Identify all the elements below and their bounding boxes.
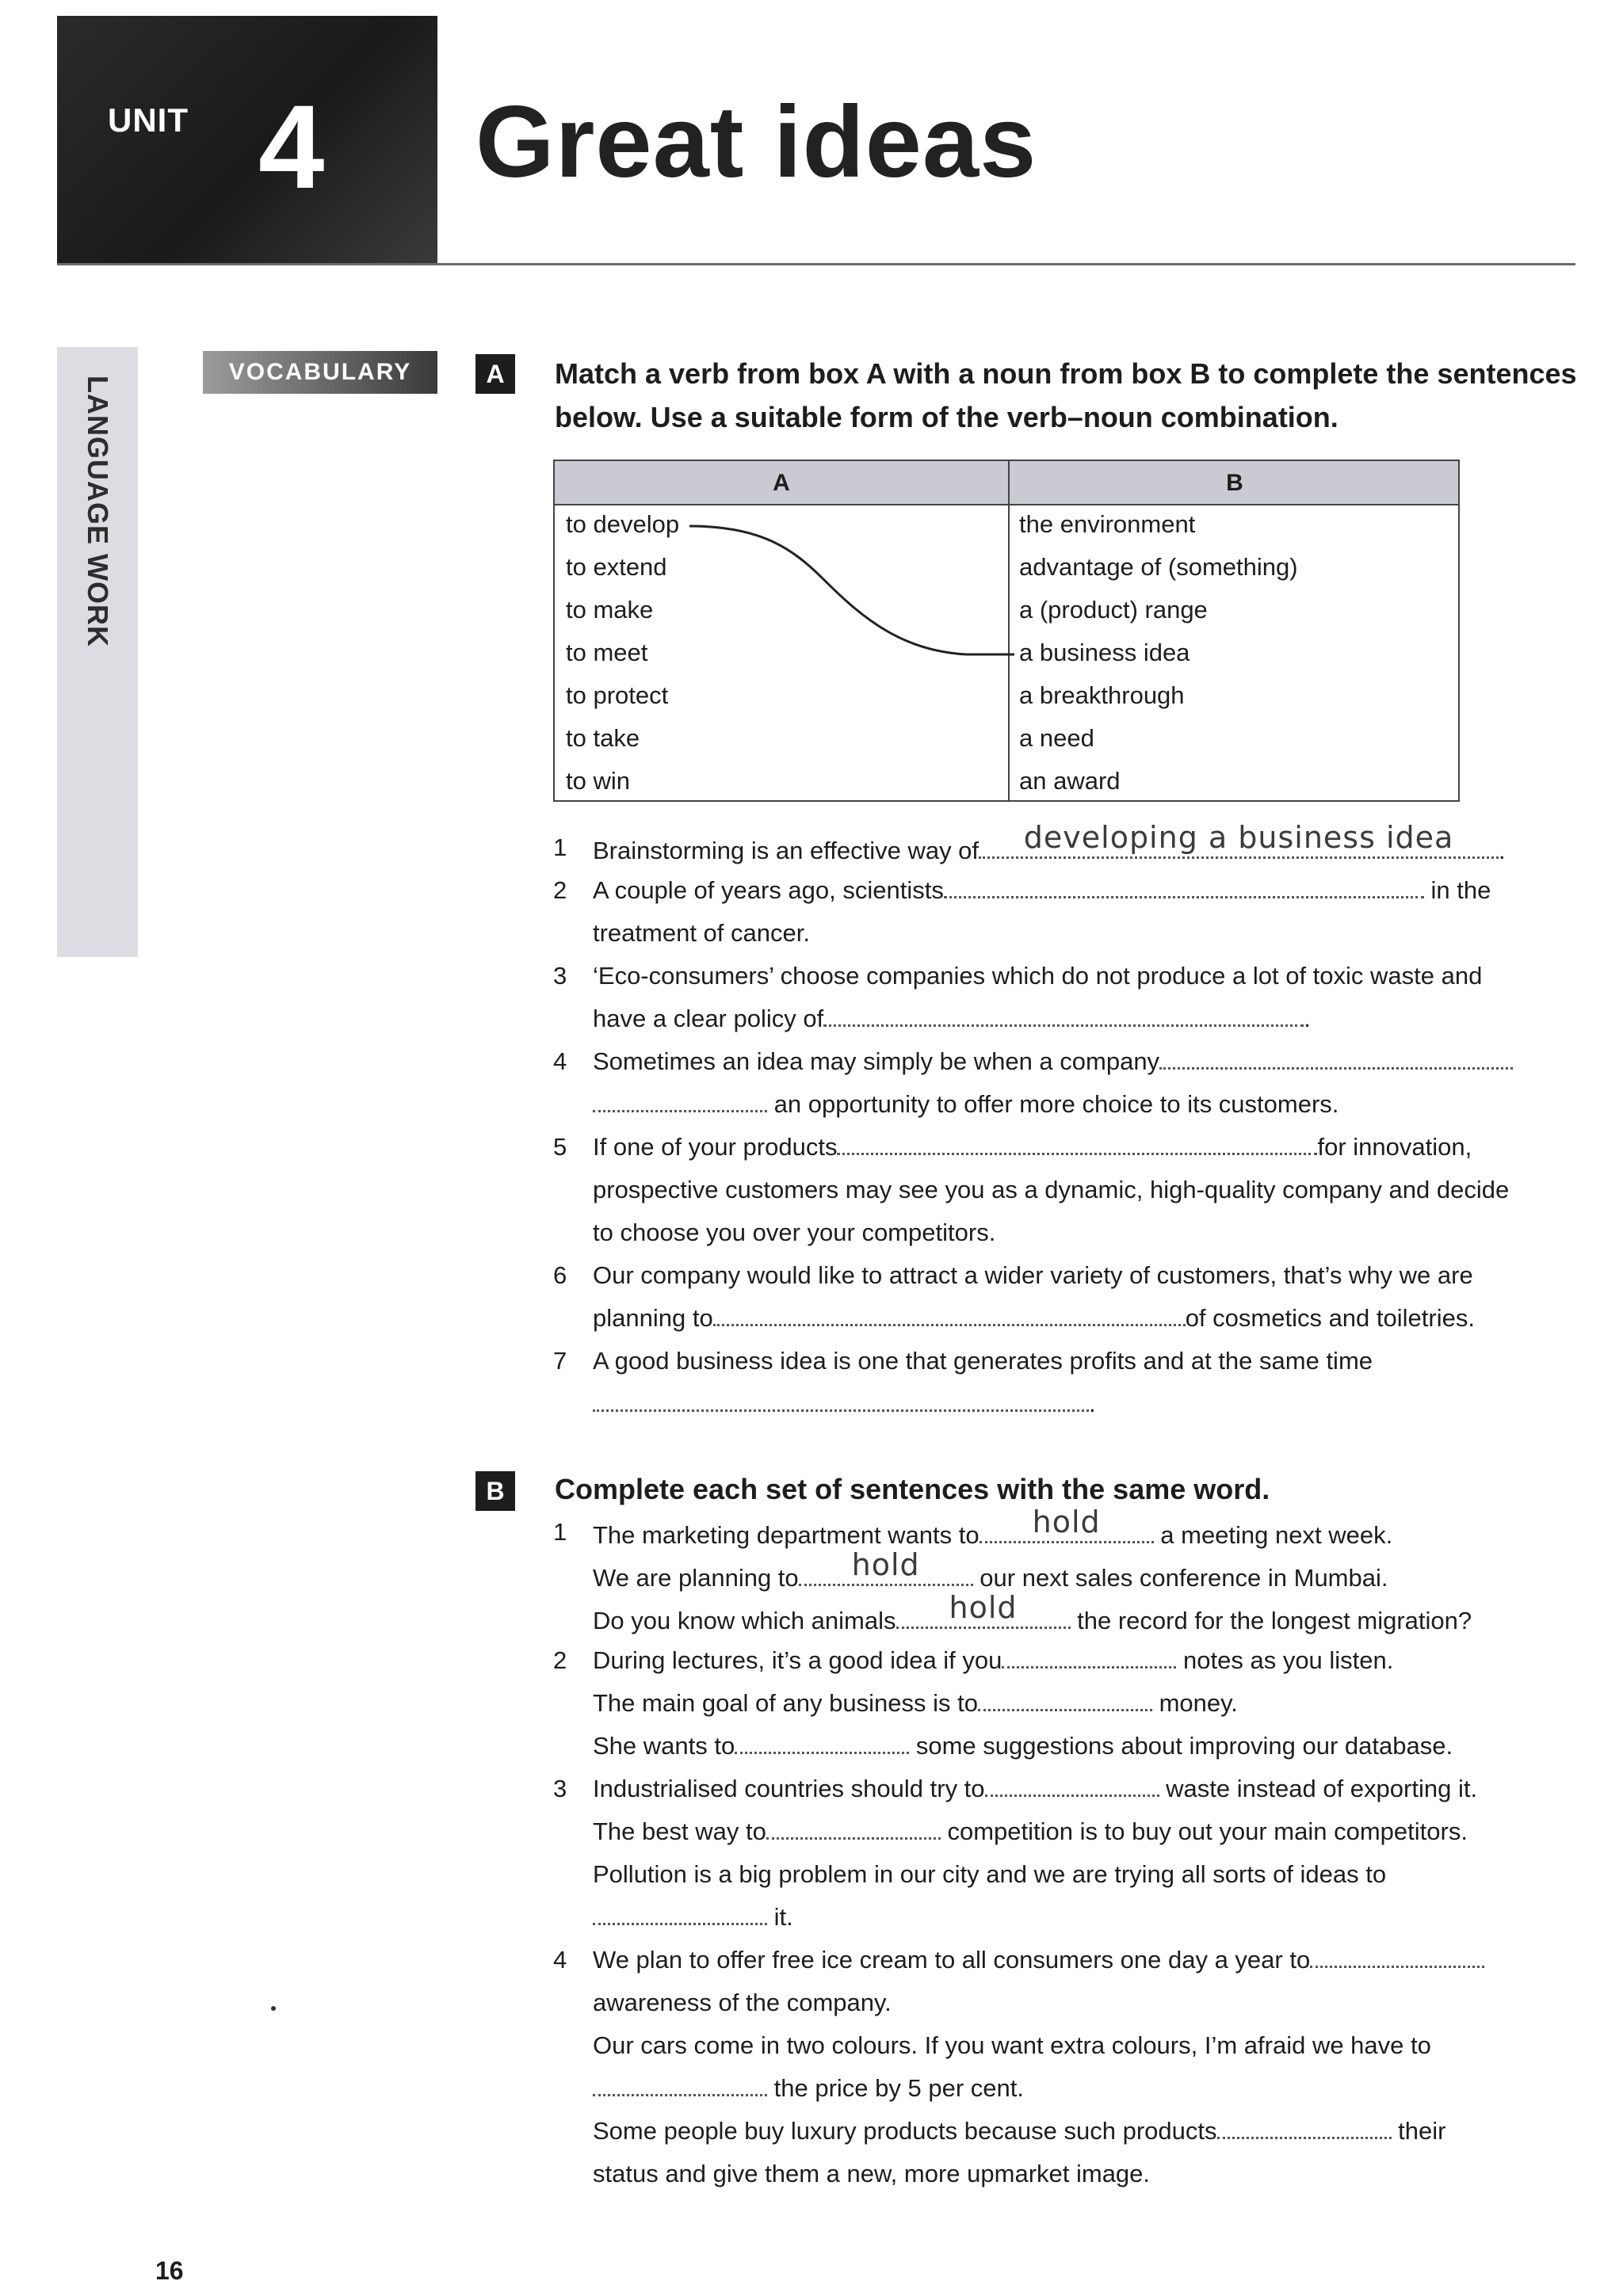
question-number: 1 bbox=[553, 833, 567, 861]
question-number: 2 bbox=[553, 876, 567, 904]
sentence-text: She wants to bbox=[593, 1732, 735, 1760]
answer-blank bbox=[713, 1310, 1186, 1326]
question-text: A couple of years ago, scientists bbox=[593, 876, 944, 904]
answer-blank bbox=[1217, 2123, 1392, 2139]
question-text: . bbox=[1304, 1005, 1311, 1032]
set-3-sentence-3-line2 bbox=[593, 1903, 793, 1932]
question-4 bbox=[593, 1047, 1513, 1076]
answer-blank bbox=[823, 1011, 1304, 1027]
question-text: of cosmetics and toiletries. bbox=[1185, 1304, 1475, 1332]
sentence-text: money. bbox=[1159, 1689, 1238, 1717]
set-number: 1 bbox=[553, 1518, 567, 1546]
question-number: 3 bbox=[553, 962, 567, 990]
handwritten-answer: hold bbox=[949, 1590, 1018, 1625]
question-2-line2: treatment of cancer. bbox=[593, 919, 810, 947]
question-number: 7 bbox=[553, 1347, 567, 1375]
set-3-sentence-3: Pollution is a big problem in our city and we are trying all sorts of ideas to bbox=[593, 1860, 1387, 1888]
verb-item: to develop bbox=[566, 510, 680, 538]
handwritten-answer: developing a business idea bbox=[1023, 820, 1454, 855]
set-number: 3 bbox=[553, 1775, 567, 1802]
question-text: for innovation, bbox=[1317, 1133, 1472, 1161]
set-4-sentence-3-line2: status and give them a new, more upmarket image. bbox=[593, 2160, 1151, 2187]
question-5 bbox=[593, 1133, 1472, 1161]
question-1 bbox=[593, 820, 1506, 865]
question-6-line2 bbox=[593, 1304, 1475, 1333]
question-text: Brainstorming is an effective way of bbox=[593, 837, 980, 864]
page-number: 16 bbox=[155, 2256, 184, 2285]
answer-blank bbox=[799, 1547, 973, 1586]
question-text: If one of your products bbox=[593, 1133, 838, 1161]
sentence-text: Do you know which animals bbox=[593, 1607, 896, 1634]
handwritten-answer: hold bbox=[851, 1547, 920, 1582]
exercise-b-instruction: Complete each set of sentences with the same word. bbox=[555, 1473, 1270, 1505]
set-3-sentence-1 bbox=[593, 1775, 1477, 1803]
box-a-heading: A bbox=[773, 470, 790, 496]
question-7: A good business idea is one that generates profits and at the same time bbox=[593, 1347, 1373, 1375]
unit-label: UNIT bbox=[108, 101, 189, 139]
question-2 bbox=[593, 876, 1491, 905]
sentence-text: the price by 5 per cent. bbox=[773, 2074, 1024, 2102]
set-4-sentence-2-line2 bbox=[593, 2074, 1024, 2103]
question-3-line2 bbox=[593, 1005, 1311, 1033]
print-mark bbox=[271, 2006, 276, 2011]
noun-item: a need bbox=[1019, 724, 1094, 752]
answer-blank bbox=[1002, 1653, 1176, 1669]
set-1-sentence-3 bbox=[593, 1590, 1472, 1635]
sentence-text: The main goal of any business is to bbox=[593, 1689, 978, 1717]
sentence-text: We plan to offer free ice cream to all consumers one day a year to bbox=[593, 1946, 1311, 1974]
question-text: in the bbox=[1430, 876, 1491, 904]
question-7-line2 bbox=[593, 1390, 1096, 1418]
sentence-text: their bbox=[1398, 2117, 1446, 2145]
answer-blank bbox=[593, 2081, 767, 2096]
answer-blank bbox=[896, 1590, 1071, 1629]
question-6: Our company would like to attract a wider variety of customers, that’s why we are bbox=[593, 1261, 1473, 1289]
sentence-text: waste instead of exporting it. bbox=[1166, 1775, 1478, 1802]
set-number: 2 bbox=[553, 1646, 567, 1674]
noun-item: advantage of (something) bbox=[1019, 553, 1298, 581]
verb-item: to extend bbox=[566, 553, 667, 581]
question-text: . bbox=[1089, 1390, 1096, 1417]
question-5-line3: to choose you over your competitors. bbox=[593, 1219, 996, 1246]
question-5-line2: prospective customers may see you as a dynamic, high-quality company and decide bbox=[593, 1176, 1510, 1203]
answer-blank bbox=[978, 1695, 1152, 1711]
sentence-text: The best way to bbox=[593, 1817, 766, 1845]
match-line bbox=[555, 461, 1461, 803]
verb-item: to take bbox=[566, 724, 640, 752]
question-4-line2 bbox=[593, 1090, 1338, 1119]
sentence-text: a meeting next week. bbox=[1160, 1521, 1393, 1549]
noun-item: a business idea bbox=[1019, 639, 1190, 666]
section-badge: VOCABULARY bbox=[203, 351, 437, 394]
sentence-text: Some people buy luxury products because such products bbox=[593, 2117, 1217, 2145]
sentence-text: We are planning to bbox=[593, 1564, 799, 1592]
sentence-text: competition is to buy out your main competitors. bbox=[947, 1817, 1468, 1845]
answer-blank bbox=[980, 1505, 1154, 1543]
sentence-text: notes as you listen. bbox=[1183, 1646, 1394, 1674]
answer-blank bbox=[735, 1738, 909, 1754]
exercise-a-instruction-line2: below. Use a suitable form of the verb–noun combination. bbox=[555, 401, 1338, 433]
answer-blank bbox=[1310, 1952, 1484, 1968]
answer-blank bbox=[593, 1396, 1089, 1412]
noun-item: the environment bbox=[1019, 510, 1196, 538]
verb-item: to make bbox=[566, 596, 654, 624]
answer-blank bbox=[593, 1909, 767, 1925]
set-4-sentence-1 bbox=[593, 1946, 1484, 1974]
answer-blank bbox=[766, 1824, 941, 1840]
question-text: an opportunity to offer more choice to its customers. bbox=[773, 1090, 1339, 1118]
noun-item: a breakthrough bbox=[1019, 681, 1185, 709]
sentence-text: the record for the longest migration? bbox=[1077, 1607, 1472, 1634]
answer-blank bbox=[1159, 1054, 1513, 1070]
answer-blank bbox=[979, 820, 1499, 859]
answer-blank bbox=[985, 1781, 1159, 1797]
set-4-sentence-3 bbox=[593, 2117, 1445, 2145]
question-text: . bbox=[1499, 837, 1506, 864]
answer-blank bbox=[944, 883, 1424, 898]
sentence-text: Industrialised countries should try to bbox=[593, 1775, 985, 1802]
sentence-text: our next sales conference in Mumbai. bbox=[980, 1564, 1388, 1592]
question-text: planning to bbox=[593, 1304, 713, 1332]
answer-blank bbox=[593, 1097, 767, 1112]
set-1-sentence-1 bbox=[593, 1505, 1393, 1550]
sentence-text: it. bbox=[773, 1903, 793, 1931]
set-4-sentence-1-line2: awareness of the company. bbox=[593, 1989, 892, 2016]
question-text: Sometimes an idea may simply be when a company bbox=[593, 1047, 1160, 1075]
set-3-sentence-2 bbox=[593, 1817, 1468, 1846]
side-tab-label: LANGUAGE WORK bbox=[82, 376, 114, 647]
matching-table bbox=[553, 460, 1460, 802]
header-divider bbox=[57, 263, 1575, 265]
exercise-a-instruction-line1: Match a verb from box A with a noun from box B to complete the sentences bbox=[555, 357, 1577, 390]
set-4-sentence-2: Our cars come in two colours. If you want extra colours, I’m afraid we have to bbox=[593, 2031, 1431, 2059]
exercise-a-marker: A bbox=[475, 354, 515, 394]
exercise-b-marker: B bbox=[475, 1471, 515, 1511]
set-2-sentence-2 bbox=[593, 1689, 1238, 1718]
set-number: 4 bbox=[553, 1946, 567, 1974]
page-title: Great ideas bbox=[475, 86, 1037, 199]
verb-item: to win bbox=[566, 767, 630, 795]
box-b-heading: B bbox=[1226, 470, 1243, 496]
noun-item: an award bbox=[1019, 767, 1121, 795]
sentence-text: The marketing department wants to bbox=[593, 1521, 980, 1549]
noun-item: a (product) range bbox=[1019, 596, 1208, 624]
question-number: 6 bbox=[553, 1261, 567, 1289]
verb-item: to meet bbox=[566, 639, 648, 666]
set-2-sentence-3 bbox=[593, 1732, 1453, 1760]
question-text: have a clear policy of bbox=[593, 1005, 824, 1032]
verb-item: to protect bbox=[566, 681, 669, 709]
answer-blank bbox=[837, 1139, 1317, 1155]
unit-header-block bbox=[57, 16, 437, 265]
sentence-text: During lectures, it’s a good idea if you bbox=[593, 1646, 1002, 1674]
sentence-text: some suggestions about improving our database. bbox=[915, 1732, 1453, 1760]
handwritten-answer: hold bbox=[1032, 1505, 1101, 1539]
set-2-sentence-1 bbox=[593, 1646, 1393, 1675]
set-1-sentence-2 bbox=[593, 1547, 1388, 1592]
question-3: ‘Eco-consumers’ choose companies which do not produce a lot of toxic waste and bbox=[593, 962, 1483, 990]
question-number: 4 bbox=[553, 1047, 567, 1075]
question-number: 5 bbox=[553, 1133, 567, 1161]
unit-number: 4 bbox=[258, 80, 325, 213]
